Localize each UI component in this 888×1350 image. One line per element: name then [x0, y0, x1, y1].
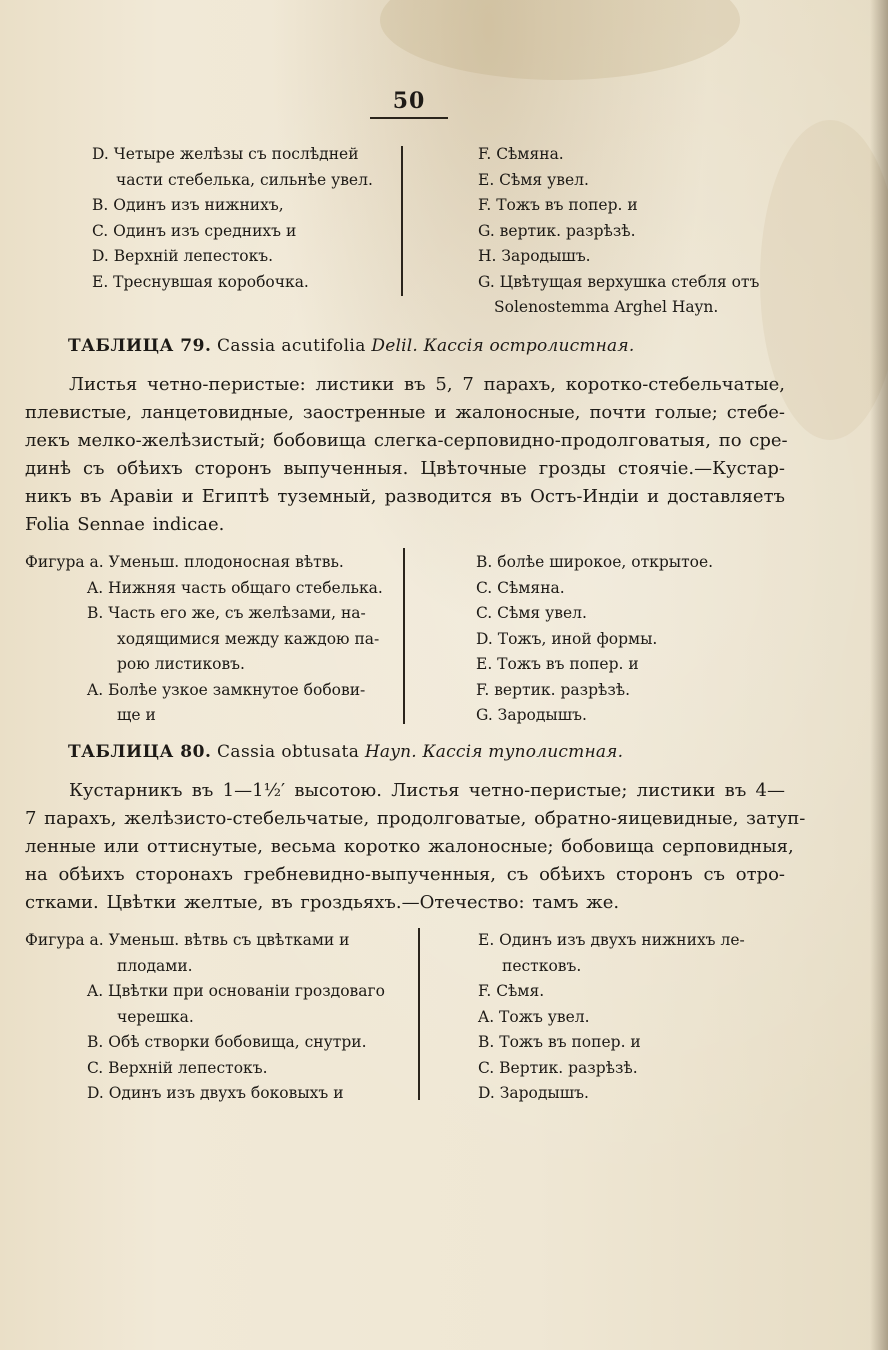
figure-legend-item: B. Часть его же, съ желѣзами, на-	[87, 604, 366, 622]
figure-legend-item: G. Зародышъ.	[476, 706, 587, 724]
paragraph-line: никъ въ Аравіи и Египтѣ туземный, разводится въ Остъ-Индіи и доставляетъ	[25, 486, 785, 507]
table-80-description	[25, 777, 806, 917]
figure-legend-item: C. Верхній лепестокъ.	[87, 1058, 268, 1077]
list-item: B. Одинъ изъ нижнихъ,	[92, 196, 284, 214]
page-number: 50	[392, 88, 426, 114]
list-item: G. Цвѣтущая верхушка стебля отъ	[478, 272, 760, 291]
figure-legend-item: черешка.	[117, 1007, 194, 1026]
figure-legend-item: D. Одинъ изъ двухъ боковыхъ и	[87, 1084, 344, 1102]
table-80-figures-left	[25, 928, 385, 1107]
figure-legend-item: A. Нижняя часть общаго стебелька.	[87, 578, 383, 597]
table-80-heading	[68, 742, 623, 762]
figure-legend-item: A. Цвѣтки при основаніи гроздоваго	[87, 982, 385, 1000]
figure-legend-item: F. Сѣмя.	[478, 982, 545, 1000]
list-item: D. Верхній лепестокъ.	[92, 247, 274, 265]
paragraph-line: Кустарникъ въ 1—1½′ высотою. Листья четно-перистые; листики въ 4—	[69, 780, 785, 801]
paragraph-line: плевистые, ланцетовидные, заостренные и жалоносные, почти голые; стебе-	[25, 402, 785, 423]
figure-legend-item: Фигура а. Уменьш. вѣтвь съ цвѣтками и	[25, 931, 350, 949]
list-item: F. Сѣмяна.	[478, 145, 564, 163]
table-79-heading	[68, 336, 634, 356]
author-name: Hayn.	[364, 742, 417, 762]
figure-legend-item: рою листиковъ.	[117, 655, 245, 673]
author-name: Delil.	[371, 336, 418, 356]
figure-legend-item: C. Сѣмя увел.	[476, 604, 587, 622]
paragraph-line: Folia Sennae indicae.	[25, 514, 225, 535]
list-item: E. Треснувшая коробочка.	[92, 272, 309, 291]
figure-legend-item: плодами.	[117, 956, 193, 975]
figure-legend-item: B. Тожъ въ попер. и	[478, 1033, 641, 1051]
list-item: D. Четыре желѣзы съ послѣдней	[92, 145, 359, 163]
figure-legend-item: Фигура а. Уменьш. плодоносная вѣтвь.	[25, 553, 344, 571]
list-item: H. Зародышъ.	[478, 247, 591, 265]
paper-stain	[380, 0, 740, 80]
figure-legend-item: ще и	[117, 706, 156, 724]
column-divider	[418, 928, 420, 1100]
figure-legend-item: F. вертик. разрѣзѣ.	[476, 680, 631, 699]
russian-name: Кассія остролистная.	[423, 336, 635, 356]
figure-legend-item: A. Тожъ увел.	[478, 1007, 590, 1026]
figure-legend-item: D. Тожъ, иной формы.	[476, 629, 658, 648]
paragraph-line: 7 парахъ, желѣзисто-стебельчатые, продолговатые, обратно-яицевидные, затуп-	[25, 808, 806, 829]
figure-legend-item: C. Сѣмяна.	[476, 578, 565, 597]
figure-legend-item: ходящимися между каждою па-	[117, 629, 380, 648]
table-79-description	[25, 371, 788, 539]
figure-legend-item: C. Вертик. разрѣзѣ.	[478, 1058, 638, 1077]
russian-name: Кассія туполистная.	[422, 742, 624, 762]
list-item: F. Тожъ въ попер. и	[478, 196, 638, 214]
figure-legend-item: E. Тожъ въ попер. и	[476, 655, 639, 673]
list-item: C. Одинъ изъ среднихъ и	[92, 221, 297, 240]
table-80-figures-right	[478, 928, 745, 1107]
table-79-figures-right	[476, 550, 713, 729]
list-item: части стебелька, сильнѣе увел.	[116, 170, 373, 189]
top-right-column	[478, 142, 759, 321]
table-label: ТАБЛИЦА 80.	[68, 742, 212, 762]
page-edge-shadow	[870, 0, 888, 1350]
page-number-rule	[370, 117, 448, 119]
latin-name: Cassia acutifolia	[217, 336, 366, 356]
figure-legend-item: D. Зародышъ.	[478, 1084, 589, 1102]
figure-legend-item: E. Одинъ изъ двухъ нижнихъ ле-	[478, 931, 745, 949]
list-item: E. Сѣмя увел.	[478, 170, 589, 189]
paragraph-line: на обѣихъ сторонахъ гребневидно-выпученныя, съ обѣихъ сторонъ съ отро-	[25, 864, 785, 885]
table-label: ТАБЛИЦА 79.	[68, 336, 212, 356]
paragraph-line: Листья четно-перистые: листики въ 5, 7 парахъ, коротко-стебельчатые,	[69, 374, 785, 395]
column-divider	[403, 548, 405, 724]
top-left-column	[92, 142, 373, 295]
paragraph-line: лекъ мелко-желѣзистый; бобовища слегка-серповидно-продолговатыя, по сре-	[25, 430, 788, 451]
latin-name: Cassia obtusata	[217, 742, 360, 762]
list-item: G. вертик. разрѣзѣ.	[478, 221, 636, 240]
column-divider	[401, 146, 403, 296]
list-item: Solenostemma Arghel Hayn.	[494, 298, 719, 316]
figure-legend-item: B. болѣе широкое, открытое.	[476, 553, 714, 571]
paragraph-line: стками. Цвѣтки желтые, въ гроздьяхъ.—Отечество: тамъ же.	[25, 892, 620, 913]
paragraph-line: ленные или оттиснутые, весьма коротко жалоносные; бобовища серповидныя,	[25, 836, 794, 857]
figure-legend-item: A. Болѣе узкое замкнутое бобови-	[87, 680, 366, 699]
figure-legend-item: B. Обѣ створки бобовища, снутри.	[87, 1033, 367, 1051]
table-79-figures-left	[25, 550, 383, 729]
paragraph-line: динѣ съ обѣихъ сторонъ выпученныя. Цвѣточные грозды стоячіе.—Кустар-	[25, 458, 785, 479]
figure-legend-item: пестковъ.	[502, 956, 582, 975]
